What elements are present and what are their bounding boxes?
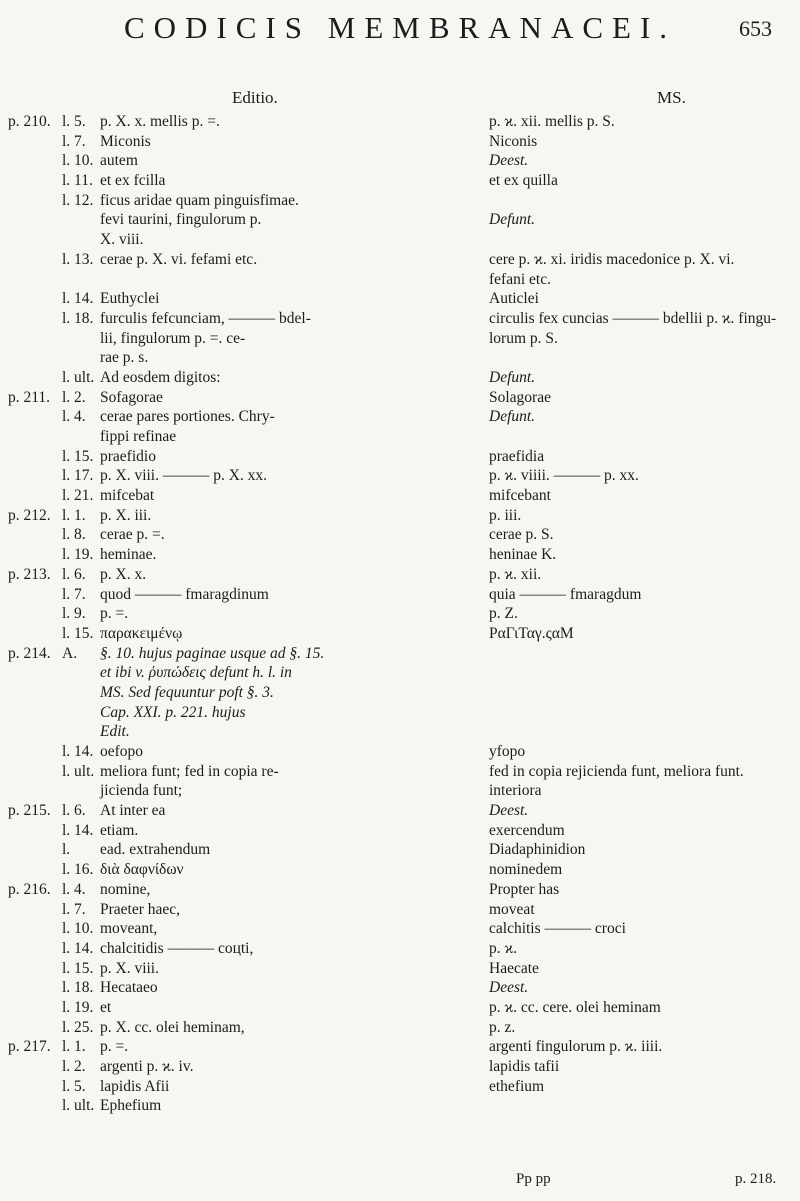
collation-row xyxy=(0,860,800,880)
manuscript-reading: exercendum xyxy=(489,821,565,839)
manuscript-reading: mifcebant xyxy=(489,487,551,505)
collation-row xyxy=(0,1057,800,1077)
line-ref: l. 19. xyxy=(62,546,94,564)
collation-row xyxy=(0,821,800,841)
line-ref: l. 6. xyxy=(62,565,86,583)
collation-row xyxy=(0,919,800,939)
line-ref: l. 19. xyxy=(62,998,94,1016)
line-ref: l. 15. xyxy=(62,447,94,465)
collation-row xyxy=(0,151,800,171)
edition-reading: p. =. xyxy=(100,605,129,623)
edition-reading: et ibi v. ῥυπώδεις defunt h. l. in xyxy=(100,664,292,682)
edition-reading: praefidio xyxy=(100,447,156,465)
collation-row xyxy=(0,486,800,506)
manuscript-reading: et ex quilla xyxy=(489,172,558,190)
edition-reading: cerae pares portiones. Chry- xyxy=(100,408,275,426)
collation-row xyxy=(0,289,800,309)
page-ref: p. 213. xyxy=(8,565,51,583)
edition-reading: p. X. viii. xyxy=(100,959,159,977)
line-ref: l. 2. xyxy=(62,1058,86,1075)
manuscript-reading: Defunt. xyxy=(489,368,536,386)
column-heading-ms: MS. xyxy=(657,88,686,107)
line-ref: l. 16. xyxy=(62,861,94,879)
collation-row xyxy=(0,545,800,565)
collation-row xyxy=(0,959,800,979)
collation-row xyxy=(0,1096,800,1116)
edition-reading: cerae p. X. vi. fefami etc. xyxy=(100,250,258,268)
edition-reading: ficus aridae quam pinguisfimae. xyxy=(100,191,299,209)
manuscript-reading: Defunt. xyxy=(489,408,536,426)
catchword: p. 218. xyxy=(735,1171,777,1187)
column-heading-editio: Editio. xyxy=(232,88,278,107)
collation-row xyxy=(0,1037,800,1057)
collation-row xyxy=(0,781,800,801)
line-ref: l. 5. xyxy=(62,113,86,130)
collation-row xyxy=(0,703,800,723)
line-ref: l. 15. xyxy=(62,624,94,642)
line-ref: l. 7. xyxy=(62,132,86,150)
manuscript-reading: p. iii. xyxy=(489,506,522,524)
manuscript-reading: Deest. xyxy=(489,802,529,820)
manuscript-reading: p. ϰ. xii. xyxy=(489,565,542,583)
manuscript-reading: circulis fex cuncias ——— bdellii p. ϰ. fingu- xyxy=(489,309,777,327)
edition-reading: MS. Sed fequuntur poft §. 3. xyxy=(100,683,274,701)
line-ref: l. 13. xyxy=(62,250,94,268)
edition-reading: meliora funt; fed in copia re- xyxy=(100,762,279,780)
collation-row xyxy=(0,663,800,683)
collation-row xyxy=(0,407,800,427)
collation-row xyxy=(0,348,800,368)
collation-row xyxy=(0,742,800,762)
collation-row xyxy=(0,683,800,703)
collation-row xyxy=(0,447,800,467)
line-ref: l. 6. xyxy=(62,802,86,820)
edition-reading: fippi refinae xyxy=(100,428,177,445)
collation-row xyxy=(0,230,800,250)
collation-row xyxy=(0,978,800,998)
manuscript-reading: ethefium xyxy=(489,1077,545,1095)
collation-row xyxy=(0,388,800,408)
edition-reading: p. X. iii. xyxy=(100,506,152,524)
collation-row xyxy=(0,801,800,821)
collation-row xyxy=(0,644,800,664)
edition-reading: Sofagorae xyxy=(100,388,163,406)
manuscript-reading: lapidis tafii xyxy=(489,1058,560,1075)
manuscript-reading: moveat xyxy=(489,900,535,918)
collation-row xyxy=(0,171,800,191)
collation-row xyxy=(0,270,800,290)
collation-row xyxy=(0,585,800,605)
manuscript-reading: p. ϰ. cc. cere. olei heminam xyxy=(489,998,661,1016)
collation-row xyxy=(0,1018,800,1038)
line-ref: l. 14. xyxy=(62,743,94,760)
edition-reading: etiam. xyxy=(100,821,139,839)
collation-row xyxy=(0,427,800,447)
edition-reading: oefopo xyxy=(100,743,144,760)
edition-reading: lii, fingulorum p. =. ce- xyxy=(100,329,246,347)
manuscript-reading: cerae p. S. xyxy=(489,526,554,544)
collation-row xyxy=(0,604,800,624)
page-ref: p. 214. xyxy=(8,644,51,662)
manuscript-reading: fed in copia rejicienda funt, meliora funt. xyxy=(489,762,744,780)
line-ref: l. 25. xyxy=(62,1018,94,1036)
edition-reading: autem xyxy=(100,152,138,170)
edition-reading: furculis fefcunciam, ——— bdel- xyxy=(100,309,311,327)
edition-reading: Ad eosdem digitos: xyxy=(100,368,221,386)
edition-reading: argenti p. ϰ. iv. xyxy=(100,1058,194,1075)
edition-reading: chalcitidis ——— coцti, xyxy=(100,939,254,957)
edition-reading: p. =. xyxy=(100,1038,129,1056)
manuscript-reading: Solagorae xyxy=(489,388,551,406)
manuscript-reading: argenti fingulorum p. ϰ. iiii. xyxy=(489,1038,663,1056)
page-ref: p. 210. xyxy=(8,113,51,130)
manuscript-reading: interiora xyxy=(489,782,542,800)
manuscript-reading: p. Z. xyxy=(489,605,518,623)
manuscript-reading: Defunt. xyxy=(489,211,536,229)
edition-reading: Cap. XXI. p. 221. hujus xyxy=(100,703,246,721)
line-ref: l. 17. xyxy=(62,467,94,485)
edition-reading: moveant, xyxy=(100,920,158,938)
page-ref: p. 217. xyxy=(8,1038,51,1056)
manuscript-reading: p. ϰ. xii. mellis p. S. xyxy=(489,113,615,130)
line-ref: l. 9. xyxy=(62,605,86,623)
line-ref: l. 4. xyxy=(62,408,86,426)
collation-row xyxy=(0,762,800,782)
edition-reading: ead. extrahendum xyxy=(100,841,211,859)
collation-row xyxy=(0,525,800,545)
edition-reading: διὰ δαφνίδων xyxy=(100,861,184,879)
manuscript-reading: Deest. xyxy=(489,152,529,170)
line-ref: A. xyxy=(62,644,78,662)
collation-row xyxy=(0,132,800,152)
line-ref: l. ult. xyxy=(62,368,95,386)
line-ref: l. 10. xyxy=(62,920,94,938)
collation-row xyxy=(0,1077,800,1097)
line-ref: l. 21. xyxy=(62,487,94,505)
edition-reading: p. X. x. mellis p. =. xyxy=(100,113,220,130)
collation-row xyxy=(0,210,800,230)
edition-reading: nomine, xyxy=(100,880,151,898)
line-ref: l. 15. xyxy=(62,959,94,977)
line-ref: l. 7. xyxy=(62,900,86,918)
edition-reading: p. X. x. xyxy=(100,565,147,583)
edition-reading: heminae. xyxy=(100,546,157,564)
manuscript-reading: p. ϰ. xyxy=(489,939,518,957)
line-ref: l. ult. xyxy=(62,1097,95,1115)
edition-reading: p. X. cc. olei heminam, xyxy=(100,1018,245,1036)
edition-reading: mifcebat xyxy=(100,487,155,505)
manuscript-reading: p. ϰ. viiii. ——— p. xx. xyxy=(489,467,639,485)
manuscript-reading: heninae K. xyxy=(489,546,557,564)
line-ref: l. 18. xyxy=(62,979,94,997)
collation-row xyxy=(0,624,800,644)
edition-reading: rae p. s. xyxy=(100,349,149,367)
manuscript-reading: cere p. ϰ. xi. iridis macedonice p. X. vi. xyxy=(489,250,735,268)
edition-reading: et ex fcilla xyxy=(100,172,166,190)
line-ref: l. 10. xyxy=(62,152,94,170)
page-ref: p. 212. xyxy=(8,506,51,524)
edition-reading: lapidis Afii xyxy=(100,1077,170,1095)
line-ref: l. 12. xyxy=(62,191,94,209)
edition-reading: Miconis xyxy=(100,132,151,150)
line-ref: l. 14. xyxy=(62,290,94,308)
edition-reading: et xyxy=(100,998,112,1016)
line-ref: l. 8. xyxy=(62,526,86,544)
collation-row xyxy=(0,466,800,486)
line-ref: l. 4. xyxy=(62,880,86,898)
manuscript-reading: ΡαΓιΤαγ.ςαΜ xyxy=(489,624,574,642)
collation-row xyxy=(0,722,800,742)
line-ref: l. 1. xyxy=(62,506,86,524)
collation-row xyxy=(0,506,800,526)
manuscript-reading: calchitis ——— croci xyxy=(489,920,626,938)
collation-row xyxy=(0,191,800,211)
line-ref: l. xyxy=(62,841,71,859)
line-ref: l. 5. xyxy=(62,1077,86,1095)
manuscript-reading: Propter has xyxy=(489,880,560,898)
edition-reading: fevi taurini, fingulorum p. xyxy=(100,211,262,229)
page-ref: p. 216. xyxy=(8,880,51,898)
collation-row xyxy=(0,112,800,132)
running-head-title: CODICIS MEMBRANACEI. xyxy=(123,10,677,45)
manuscript-reading: quia ——— fmaragdum xyxy=(489,585,642,603)
collation-row xyxy=(0,329,800,349)
page-ref: p. 215. xyxy=(8,802,51,820)
edition-reading: §. 10. hujus paginae usque ad §. 15. xyxy=(100,644,325,662)
edition-reading: X. viii. xyxy=(100,231,144,249)
line-ref: l. 7. xyxy=(62,585,86,603)
edition-reading: At inter ea xyxy=(100,802,166,820)
line-ref: l. 14. xyxy=(62,821,94,839)
line-ref: l. 11. xyxy=(62,172,93,190)
page-number: 653 xyxy=(739,16,772,41)
manuscript-reading: Auticlei xyxy=(489,290,539,308)
collation-row xyxy=(0,900,800,920)
collation-row xyxy=(0,939,800,959)
edition-reading: Edit. xyxy=(100,723,130,741)
collation-row xyxy=(0,880,800,900)
manuscript-reading: lorum p. S. xyxy=(489,329,558,347)
manuscript-reading: praefidia xyxy=(489,447,545,465)
manuscript-reading: yfopo xyxy=(489,743,526,760)
edition-reading: παρακειμένῳ xyxy=(100,624,183,642)
line-ref: l. ult. xyxy=(62,762,95,780)
edition-reading: Euthyclei xyxy=(100,290,160,308)
manuscript-reading: Diadaphinidion xyxy=(489,841,586,859)
edition-reading: p. X. viii. ——— p. X. xx. xyxy=(100,467,268,485)
line-ref: l. 1. xyxy=(62,1038,86,1056)
collation-row xyxy=(0,368,800,388)
collation-row xyxy=(0,840,800,860)
collation-row xyxy=(0,565,800,585)
edition-reading: jicienda funt; xyxy=(100,782,183,800)
signature-mark: Pp pp xyxy=(516,1171,551,1187)
page-ref: p. 211. xyxy=(8,388,51,406)
manuscript-reading: Niconis xyxy=(489,132,538,150)
manuscript-reading: nominedem xyxy=(489,861,563,879)
edition-reading: cerae p. =. xyxy=(100,526,165,544)
manuscript-reading: Haecate xyxy=(489,959,539,977)
edition-reading: Ephefium xyxy=(100,1097,162,1115)
manuscript-reading: p. z. xyxy=(489,1018,516,1036)
collation-row xyxy=(0,309,800,329)
collation-table xyxy=(0,112,800,1116)
manuscript-reading: Deest. xyxy=(489,979,529,997)
edition-reading: Hecataeo xyxy=(100,979,158,997)
line-ref: l. 18. xyxy=(62,309,94,327)
line-ref: l. 14. xyxy=(62,939,94,957)
edition-reading: Praeter haec, xyxy=(100,900,181,918)
line-ref: l. 2. xyxy=(62,388,86,406)
edition-reading: quod ——— fmaragdinum xyxy=(100,585,269,603)
collation-row xyxy=(0,250,800,270)
collation-row xyxy=(0,998,800,1018)
manuscript-reading: fefani etc. xyxy=(489,270,551,288)
